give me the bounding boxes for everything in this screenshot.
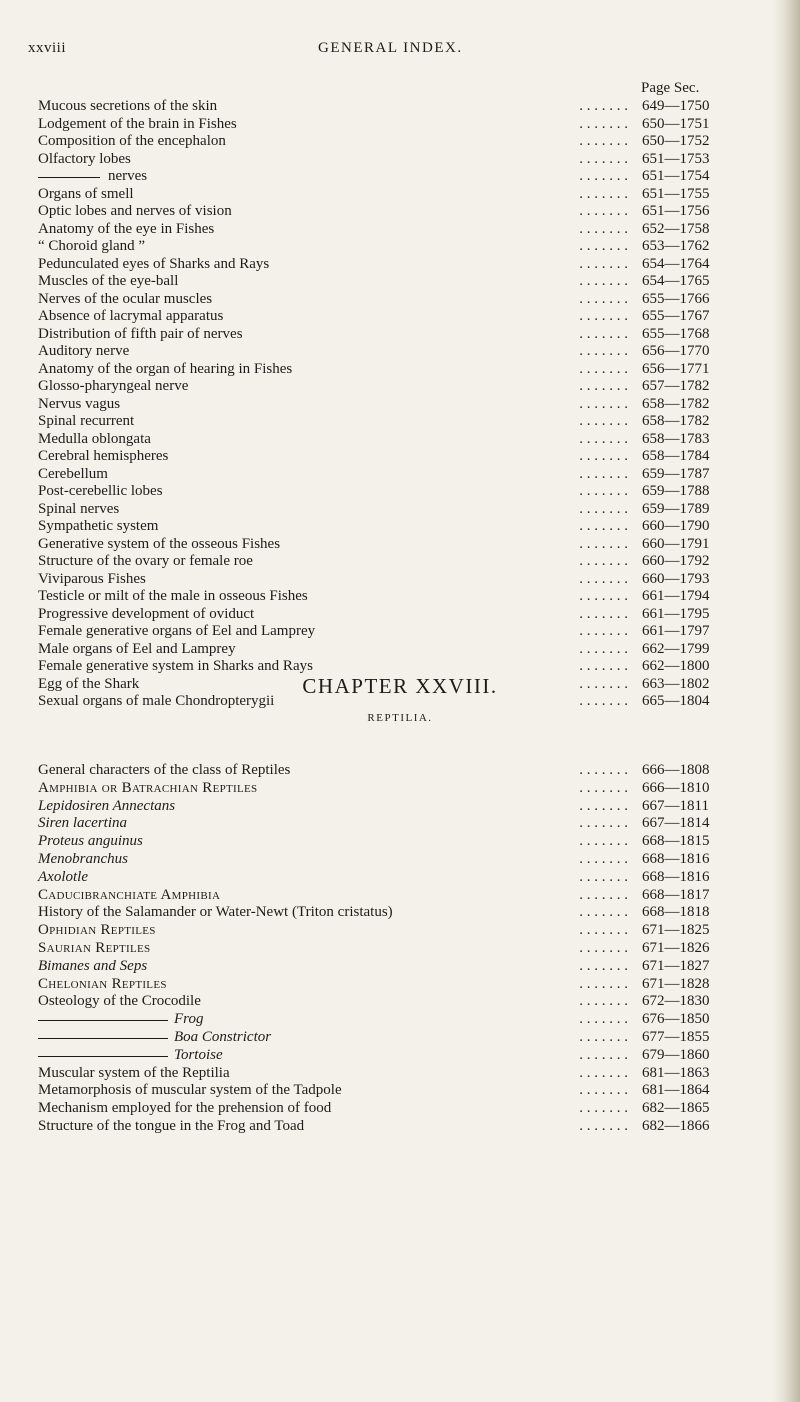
dot-leader: . . . . . . .: [579, 658, 628, 674]
page-folio: xxviii: [28, 40, 67, 56]
dot-leader: . . . . . . .: [579, 378, 628, 394]
dot-leader: . . . . . . .: [579, 553, 628, 569]
entry-page-section: 679—1860: [642, 1046, 710, 1063]
dot-leader: . . . . . . .: [579, 922, 628, 939]
entry-page-section: 652—1758: [642, 220, 710, 237]
dot-leader: . . . . . . .: [579, 290, 628, 307]
entry-page-section: 651—1753: [642, 150, 710, 167]
entry-page-section: 658—1782: [642, 413, 710, 429]
entry-page-section: 661—1795: [642, 605, 710, 622]
dot-leader: . . . . . . .: [579, 886, 628, 903]
entry-title: Anatomy of the organ of hearing in Fishes: [38, 360, 293, 377]
entry-page-section: 651—1756: [642, 203, 710, 219]
dot-leader: . . . . . . .: [579, 115, 628, 132]
dot-leader: . . . . . . .: [579, 1046, 628, 1063]
entry-page-section: 659—1788: [642, 483, 710, 499]
entry-page-section: 681—1864: [642, 1082, 710, 1099]
dot-leader: . . . . . . .: [579, 975, 628, 992]
entry-page-section: 655—1768: [642, 325, 710, 342]
dot-leader: . . . . . . .: [579, 325, 628, 342]
entry-title: Nerves of the ocular muscles: [38, 290, 213, 307]
dot-leader: . . . . . . .: [579, 500, 628, 517]
index-entry: [38, 606, 758, 624]
entry-page-section: 668—1815: [642, 833, 710, 850]
entry-page-section: 660—1791: [642, 535, 710, 552]
entry-title: Olfactory lobes: [38, 150, 131, 167]
entry-title: Sympathetic system: [38, 518, 159, 534]
entry-page-section: 660—1790: [642, 518, 710, 534]
index-entry: [38, 887, 758, 905]
running-title: GENERAL INDEX.: [318, 40, 463, 56]
dot-leader: . . . . . . .: [579, 1117, 628, 1134]
entry-title: Ophidian Reptiles: [38, 922, 156, 939]
dot-leader: . . . . . . .: [579, 98, 628, 114]
index-entry: [38, 993, 758, 1011]
dot-leader: . . . . . . .: [579, 185, 628, 202]
entry-page-section: 671—1825: [642, 922, 710, 939]
dot-leader: . . . . . . .: [579, 993, 628, 1010]
dot-leader: . . . . . . .: [579, 448, 628, 464]
index-entry: [38, 116, 758, 134]
index-entry: [38, 851, 758, 869]
index-entry: [38, 869, 758, 887]
entry-title: Composition of the encephalon: [38, 133, 226, 149]
index-entry: [38, 815, 758, 833]
index-entry: [38, 922, 758, 940]
entry-page-section: 671—1828: [642, 975, 710, 992]
entry-title: nerves: [38, 168, 147, 186]
index-entry: [38, 203, 758, 221]
entry-page-section: 663—1802: [642, 675, 710, 692]
index-entry: [38, 1100, 758, 1118]
entry-page-section: 662—1799: [642, 640, 710, 657]
index-entry: [38, 1029, 758, 1047]
entry-title: Female generative system in Sharks and Rays: [38, 658, 313, 674]
entry-title: Cerebral hemispheres: [38, 448, 169, 464]
index-entry: [38, 798, 758, 816]
dot-leader: . . . . . . .: [579, 588, 628, 604]
index-entry: [38, 1118, 758, 1136]
dot-leader: . . . . . . .: [579, 535, 628, 552]
index-entry: [38, 413, 758, 431]
dot-leader: . . . . . . .: [579, 1100, 628, 1117]
entry-title: Lepidosiren Annectans: [38, 797, 176, 814]
index-entry: [38, 326, 758, 344]
entry-page-section: 659—1787: [642, 465, 710, 482]
entry-title: Sexual organs of male Chondropterygii: [38, 693, 275, 709]
index-entry: [38, 501, 758, 519]
entry-title: Saurian Reptiles: [38, 939, 151, 956]
entry-title: Spinal nerves: [38, 500, 120, 517]
dot-leader: . . . . . . .: [579, 850, 628, 867]
entry-title: Viviparous Fishes: [38, 570, 146, 587]
entry-title: Tortoise: [38, 1047, 223, 1065]
column-heading-page-sec: Page Sec.: [641, 80, 700, 96]
dot-leader: . . . . . . .: [579, 413, 628, 429]
entry-page-section: 681—1863: [642, 1064, 710, 1081]
dot-leader: . . . . . . .: [579, 430, 628, 447]
index-entry: [38, 98, 758, 116]
index-entry: [38, 1065, 758, 1083]
index-entry: [38, 762, 758, 780]
dot-leader: . . . . . . .: [579, 1064, 628, 1081]
entry-title: Medulla oblongata: [38, 430, 151, 447]
dot-leader: . . . . . . .: [579, 518, 628, 534]
reptile-index-list: [38, 762, 758, 1136]
entry-title: Progressive development of oviduct: [38, 605, 255, 622]
dot-leader: . . . . . . .: [579, 623, 628, 639]
entry-title: Pedunculated eyes of Sharks and Rays: [38, 255, 270, 272]
index-entry: [38, 588, 758, 606]
entry-title: Siren lacertina: [38, 815, 128, 832]
index-entry: [38, 623, 758, 641]
fish-index-list: [38, 98, 758, 711]
index-entry: [38, 536, 758, 554]
entry-page-section: 667—1811: [642, 797, 709, 814]
dot-leader: . . . . . . .: [579, 640, 628, 657]
dot-leader: . . . . . . .: [579, 133, 628, 149]
dot-leader: . . . . . . .: [579, 779, 628, 796]
entry-page-section: 666—1810: [642, 779, 710, 796]
dot-leader: . . . . . . .: [579, 957, 628, 974]
entry-title: Metamorphosis of muscular system of the Tadpole: [38, 1082, 342, 1099]
entry-title: Structure of the tongue in the Frog and Toad: [38, 1117, 305, 1134]
dot-leader: . . . . . . .: [579, 203, 628, 219]
entry-title: Testicle or milt of the male in osseous Fishes: [38, 588, 308, 604]
entry-page-section: 651—1754: [642, 168, 710, 184]
index-entry: [38, 780, 758, 798]
entry-page-section: 650—1752: [642, 133, 710, 149]
index-entry: [38, 396, 758, 414]
index-entry: [38, 221, 758, 239]
entry-title: Male organs of Eel and Lamprey: [38, 640, 236, 657]
dot-leader: . . . . . . .: [579, 1082, 628, 1099]
index-entry: [38, 1047, 758, 1065]
entry-title: Absence of lacrymal apparatus: [38, 308, 224, 324]
entry-page-section: 650—1751: [642, 115, 710, 132]
dot-leader: . . . . . . .: [579, 168, 628, 184]
index-entry: [38, 518, 758, 536]
entry-title: Osteology of the Crocodile: [38, 993, 201, 1010]
dot-leader: . . . . . . .: [579, 605, 628, 622]
entry-title: Boa Constrictor: [38, 1029, 271, 1047]
dot-leader: . . . . . . .: [579, 939, 628, 956]
dot-leader: . . . . . . .: [579, 360, 628, 377]
index-entry: [38, 976, 758, 994]
dot-leader: . . . . . . .: [579, 833, 628, 850]
entry-title: Optic lobes and nerves of vision: [38, 203, 232, 219]
dot-leader: . . . . . . .: [579, 150, 628, 167]
entry-page-section: 682—1865: [642, 1100, 710, 1117]
dot-leader: . . . . . . .: [579, 238, 628, 254]
entry-title: Frog: [38, 1011, 203, 1029]
entry-page-section: 671—1827: [642, 957, 710, 974]
entry-page-section: 668—1817: [642, 886, 710, 903]
entry-title: Post-cerebellic lobes: [38, 483, 163, 499]
entry-title: Chelonian Reptiles: [38, 975, 167, 992]
index-entry: [38, 256, 758, 274]
entry-page-section: 656—1771: [642, 360, 710, 377]
entry-page-section: 661—1797: [642, 623, 710, 639]
index-entry: [38, 431, 758, 449]
dot-leader: . . . . . . .: [579, 483, 628, 499]
index-entry: [38, 238, 758, 256]
dot-leader: . . . . . . .: [579, 395, 628, 412]
dot-leader: . . . . . . .: [579, 308, 628, 324]
entry-title: Lodgement of the brain in Fishes: [38, 115, 237, 132]
entry-title: Structure of the ovary or female roe: [38, 553, 253, 569]
entry-title: Proteus anguinus: [38, 833, 143, 850]
dot-leader: . . . . . . .: [579, 255, 628, 272]
entry-title: Female generative organs of Eel and Lamprey: [38, 623, 316, 639]
dot-leader: . . . . . . .: [579, 868, 628, 885]
entry-page-section: 655—1767: [642, 308, 710, 324]
entry-title: Caducibranchiate Amphibia: [38, 886, 221, 903]
entry-title: Mechanism employed for the prehension of food: [38, 1100, 332, 1117]
entry-title: Distribution of fifth pair of nerves: [38, 325, 243, 342]
entry-page-section: 676—1850: [642, 1011, 710, 1028]
index-entry: [38, 273, 758, 291]
entry-page-section: 654—1765: [642, 273, 710, 289]
entry-page-section: 672—1830: [642, 993, 710, 1010]
index-entry: [38, 186, 758, 204]
index-entry: [38, 658, 758, 676]
index-entry: [38, 553, 758, 571]
entry-page-section: 668—1818: [642, 904, 710, 921]
entry-page-section: 667—1814: [642, 815, 710, 832]
dot-leader: . . . . . . .: [579, 273, 628, 289]
entry-page-section: 671—1826: [642, 939, 710, 956]
entry-page-section: 659—1789: [642, 500, 710, 517]
entry-title: Cerebellum: [38, 465, 108, 482]
entry-page-section: 668—1816: [642, 850, 710, 867]
entry-title: Organs of smell: [38, 185, 134, 202]
entry-title: “ Choroid gland ”: [38, 238, 146, 254]
entry-page-section: 662—1800: [642, 658, 710, 674]
chapter-subtitle: REPTILIA.: [367, 712, 433, 724]
dot-leader: . . . . . . .: [579, 220, 628, 237]
index-entry: [38, 308, 758, 326]
index-entry: [38, 571, 758, 589]
entry-page-section: 677—1855: [642, 1028, 710, 1045]
index-entry: [38, 133, 758, 151]
entry-title: Menobranchus: [38, 850, 128, 867]
entry-title: General characters of the class of Reptiles: [38, 762, 291, 778]
page-gutter-shadow: [772, 0, 800, 1402]
entry-title: History of the Salamander or Water-Newt (Triton cristatus): [38, 904, 393, 921]
index-entry: [38, 641, 758, 659]
entry-title: Bimanes and Seps: [38, 957, 148, 974]
entry-title: Mucous secretions of the skin: [38, 98, 218, 114]
entry-title: Anatomy of the eye in Fishes: [38, 220, 215, 237]
dot-leader: . . . . . . .: [579, 904, 628, 921]
index-entry: [38, 1082, 758, 1100]
entry-title: Auditory nerve: [38, 343, 130, 359]
chapter-heading: CHAPTER XXVIII.: [302, 674, 498, 698]
index-entry: [38, 958, 758, 976]
entry-page-section: 658—1783: [642, 430, 710, 447]
entry-page-section: 660—1793: [642, 570, 710, 587]
entry-page-section: 656—1770: [642, 343, 710, 359]
index-entry: [38, 343, 758, 361]
entry-page-section: 665—1804: [642, 693, 710, 709]
dot-leader: . . . . . . .: [579, 343, 628, 359]
entry-title: Generative system of the osseous Fishes: [38, 535, 281, 552]
index-entry: [38, 361, 758, 379]
dot-leader: . . . . . . .: [579, 675, 628, 692]
entry-title: Spinal recurrent: [38, 413, 135, 429]
index-entry: [38, 168, 758, 186]
entry-title: Muscles of the eye-ball: [38, 273, 179, 289]
entry-page-section: 682—1866: [642, 1117, 710, 1134]
entry-page-section: 657—1782: [642, 378, 710, 394]
index-entry: [38, 291, 758, 309]
entry-page-section: 668—1816: [642, 868, 710, 885]
dot-leader: . . . . . . .: [579, 762, 628, 778]
index-entry: [38, 833, 758, 851]
dot-leader: . . . . . . .: [579, 1028, 628, 1045]
index-entry: [38, 483, 758, 501]
entry-page-section: 666—1808: [642, 762, 710, 778]
dot-leader: . . . . . . .: [579, 797, 628, 814]
dot-leader: . . . . . . .: [579, 465, 628, 482]
entry-title: Axolotle: [38, 868, 88, 885]
dot-leader: . . . . . . .: [579, 570, 628, 587]
index-entry: [38, 940, 758, 958]
entry-page-section: 655—1766: [642, 290, 710, 307]
index-entry: [38, 448, 758, 466]
entry-title: Muscular system of the Reptilia: [38, 1064, 230, 1081]
index-entry: [38, 151, 758, 169]
entry-title: Amphibia or Batrachian Reptiles: [38, 779, 258, 796]
entry-page-section: 658—1784: [642, 448, 710, 464]
dot-leader: . . . . . . .: [579, 815, 628, 832]
index-entry: [38, 1011, 758, 1029]
index-entry: [38, 904, 758, 922]
entry-page-section: 651—1755: [642, 185, 710, 202]
entry-page-section: 649—1750: [642, 98, 710, 114]
entry-page-section: 661—1794: [642, 588, 710, 604]
entry-title: Glosso-pharyngeal nerve: [38, 378, 189, 394]
entry-page-section: 654—1764: [642, 255, 710, 272]
entry-title: Nervus vagus: [38, 395, 121, 412]
index-entry: [38, 466, 758, 484]
index-entry: [38, 378, 758, 396]
dot-leader: . . . . . . .: [579, 693, 628, 709]
entry-page-section: 658—1782: [642, 395, 710, 412]
entry-title: Egg of the Shark: [38, 675, 140, 692]
entry-page-section: 660—1792: [642, 553, 710, 569]
entry-page-section: 653—1762: [642, 238, 710, 254]
dot-leader: . . . . . . .: [579, 1011, 628, 1028]
